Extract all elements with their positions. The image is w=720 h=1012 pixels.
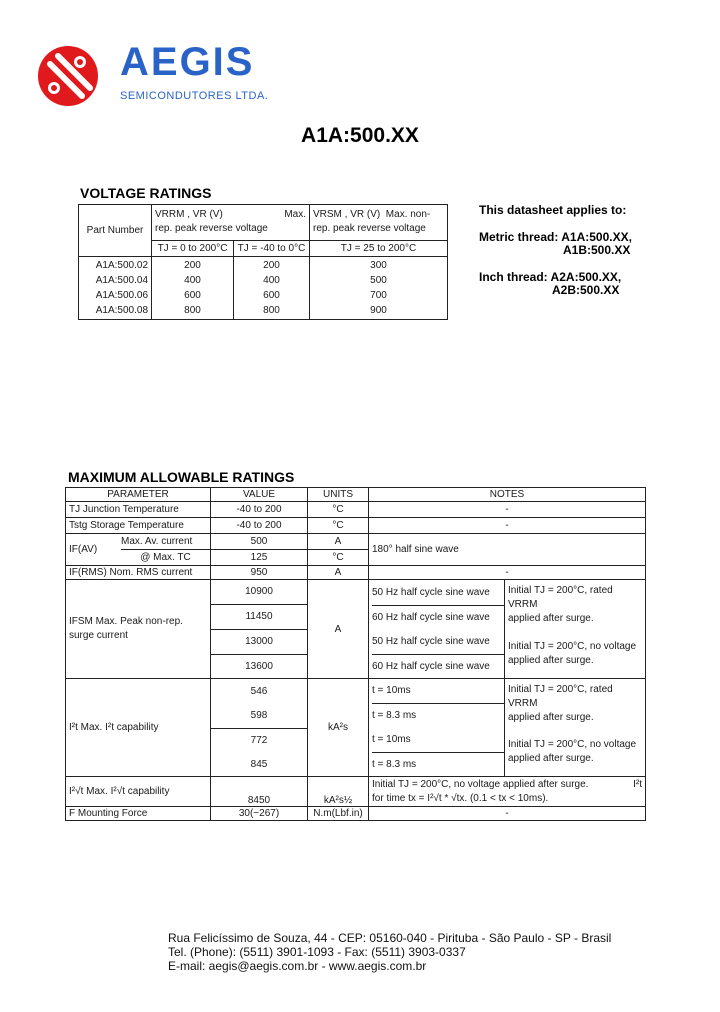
logo-subtitle: SEMICONDUTORES LTDA.: [120, 90, 269, 102]
condition-3: TJ = 25 to 200°C: [310, 241, 448, 257]
col-header-parameter: PARAMETER: [66, 488, 211, 502]
applies-inch-1: Inch thread: A2A:500.XX,: [479, 270, 622, 284]
ifav-param: IF(AV) Max. Av. current @ Max. TC: [66, 534, 211, 566]
part-number-header: Part Number: [79, 205, 152, 257]
i2rt-value: 8450: [211, 777, 308, 807]
applies-metric-2: A1B:500.XX: [563, 243, 631, 257]
mount-value: 30(~267): [211, 807, 308, 821]
i2t-values: 546 598 772 845: [211, 679, 308, 777]
condition-1: TJ = 0 to 200°C: [152, 241, 234, 257]
mount-param: F Mounting Force: [66, 807, 211, 821]
col-header-units: UNITS: [308, 488, 369, 502]
max-ratings-table: [65, 487, 646, 821]
tstg-unit: °C: [308, 518, 369, 534]
tj-value: -40 to 200: [211, 502, 308, 518]
tj-unit: °C: [308, 502, 369, 518]
max-ratings-heading: MAXIMUM ALLOWABLE RATINGS: [68, 469, 295, 485]
tj-note: -: [369, 502, 646, 518]
voltage-table: [78, 204, 448, 320]
tj-param: TJ Junction Temperature: [66, 502, 211, 518]
ifrms-note: -: [369, 566, 646, 580]
vrrm-header: VRRM , VR (V) Max. rep. peak reverse voltage: [152, 205, 310, 241]
condition-2: TJ = -40 to 0°C: [234, 241, 310, 257]
ifsm-param: IFSM Max. Peak non-rep. surge current: [66, 580, 211, 679]
col-header-value: VALUE: [211, 488, 308, 502]
i2rt-note: Initial TJ = 200°C, no voltage applied after surge. I²t for time tx = I²√t * √tx. (0.1 < tx < 10ms).: [369, 777, 646, 807]
i2t-param: I²t Max. I²t capability: [66, 679, 211, 777]
mount-note: -: [369, 807, 646, 821]
part-number-list: A1A:500.02 A1A:500.04 A1A:500.06 A1A:500.08: [79, 257, 152, 320]
ifrms-value: 950: [211, 566, 308, 580]
vrsm-header: VRSM , VR (V) Max. non- rep. peak reverse voltage: [310, 205, 448, 241]
voltage-heading: VOLTAGE RATINGS: [80, 185, 212, 201]
tstg-note: -: [369, 518, 646, 534]
i2t-unit: kA²s: [308, 679, 369, 777]
vrrm-values-2: 200 400 600 800: [234, 257, 310, 320]
footer-phone: Tel. (Phone): (5511) 3901-1093 - Fax: (5511) 3903-0337: [168, 945, 466, 959]
tstg-value: -40 to 200: [211, 518, 308, 534]
i2t-notes: Initial TJ = 200°C, rated VRRM applied after surge. Initial TJ = 200°C, no voltage applied after surge.: [505, 679, 646, 777]
logo-wordmark: AEGIS: [120, 40, 255, 84]
aegis-logo-icon: [36, 44, 100, 108]
applies-metric-1: Metric thread: A1A:500.XX,: [479, 230, 632, 244]
ifsm-waves: 50 Hz half cycle sine wave 60 Hz half cycle sine wave 50 Hz half cycle sine wave 60 Hz half cycle sine wave: [369, 580, 505, 679]
ifrms-unit: A: [308, 566, 369, 580]
tstg-param: Tstg Storage Temperature: [66, 518, 211, 534]
ifav-values: 500 125: [211, 534, 308, 566]
footer-address: Rua Felicíssimo de Souza, 44 - CEP: 05160-040 - Pirituba - São Paulo - SP - Brasil: [168, 931, 612, 945]
i2rt-unit: kA²s½: [308, 777, 369, 807]
ifsm-notes: Initial TJ = 200°C, rated VRRM applied after surge. Initial TJ = 200°C, no voltage applied after surge.: [505, 580, 646, 679]
ifav-note: 180° half sine wave: [369, 534, 646, 566]
ifsm-unit: A: [308, 580, 369, 679]
applies-intro: This datasheet applies to:: [479, 203, 627, 217]
ifsm-values: 10900 11450 13000 13600: [211, 580, 308, 679]
page-title: A1A:500.XX: [301, 124, 419, 147]
vrrm-values-1: 200 400 600 800: [152, 257, 234, 320]
i2t-times: t = 10ms t = 8.3 ms t = 10ms t = 8.3 ms: [369, 679, 505, 777]
vrsm-values: 300 500 700 900: [310, 257, 448, 320]
applies-inch-2: A2B:500.XX: [552, 283, 620, 297]
col-header-notes: NOTES: [369, 488, 646, 502]
footer-contact: E-mail: aegis@aegis.com.br - www.aegis.com.br: [168, 959, 427, 973]
ifav-units: A °C: [308, 534, 369, 566]
i2rt-param: I²√t Max. I²√t capability: [66, 777, 211, 807]
ifrms-param: IF(RMS) Nom. RMS current: [66, 566, 211, 580]
mount-unit: N.m(Lbf.in): [308, 807, 369, 821]
